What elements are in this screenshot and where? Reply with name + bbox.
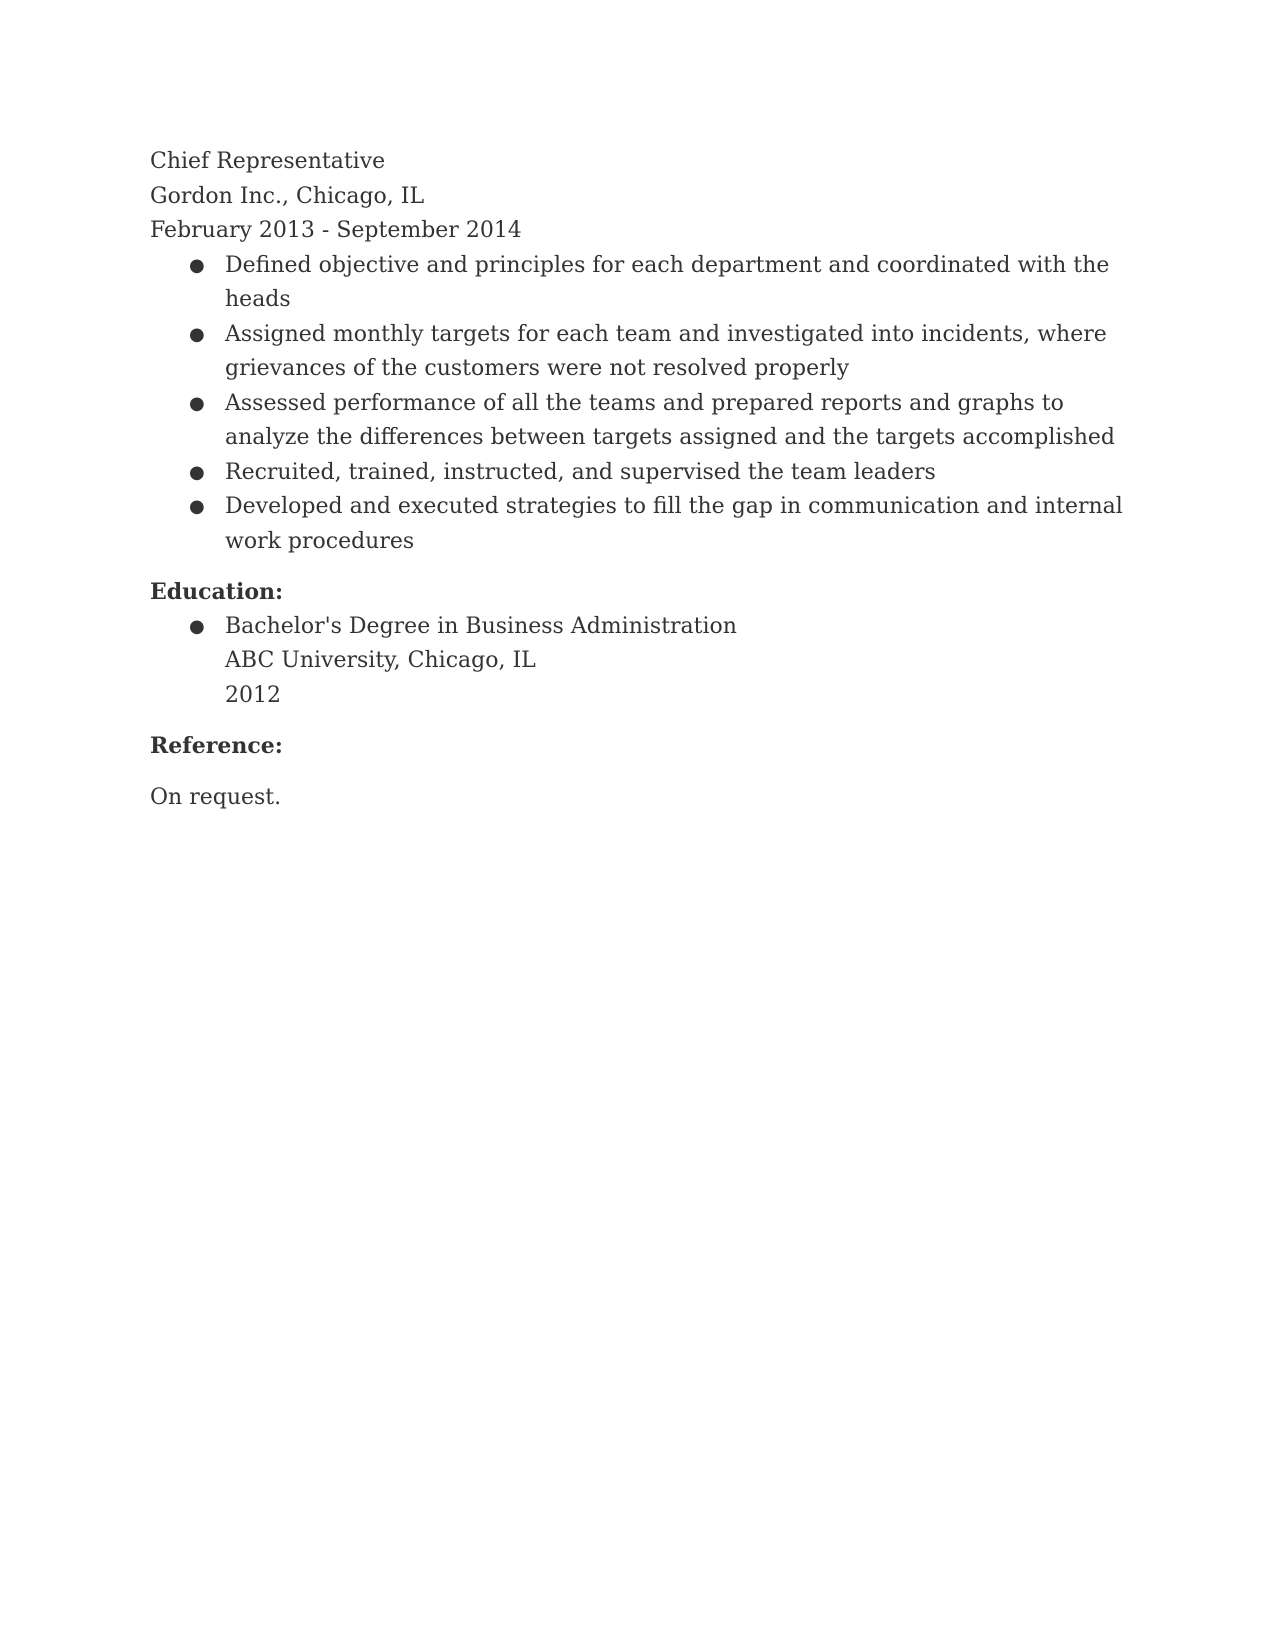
education-year: 2012 — [225, 682, 281, 708]
list-item — [150, 610, 1150, 714]
bullet-icon: ● — [189, 392, 205, 414]
list-item — [150, 318, 1150, 387]
bullet-icon: ● — [189, 461, 205, 483]
list-item — [150, 387, 1150, 456]
reference-text: On request. — [150, 784, 282, 810]
education-list — [150, 610, 1150, 714]
list-item — [150, 249, 1150, 318]
job-responsibilities-list — [150, 249, 1150, 560]
job-company: Gordon Inc., Chicago, IL — [150, 183, 425, 209]
job-title: Chief Representative — [150, 149, 386, 174]
reference-heading: Reference: — [150, 733, 283, 759]
resume-content — [150, 145, 1150, 815]
list-item-text: Recruited, trained, instructed, and supervised the team leaders — [225, 459, 936, 485]
list-item — [150, 456, 1150, 491]
list-item-text: Assessed performance of all the teams and prepared reports and graphs to analyze the differences between targets assigned and the targets accomplished — [225, 390, 1116, 450]
education-school: ABC University, Chicago, IL — [225, 648, 536, 673]
bullet-icon: ● — [189, 323, 205, 345]
bullet-icon: ● — [189, 496, 205, 517]
list-item-text: Developed and executed strategies to fill the gap in communication and internal work procedures — [225, 494, 1123, 554]
bullet-icon: ● — [189, 615, 205, 637]
education-degree: Bachelor's Degree in Business Administration — [225, 613, 737, 639]
list-item-text: Assigned monthly targets for each team and investigated into incidents, where grievances of the customers were not resolved properly — [225, 321, 1107, 381]
list-item — [150, 490, 1150, 559]
bullet-icon: ● — [189, 254, 205, 276]
education-heading: Education: — [150, 579, 284, 605]
job-dates: February 2013 - September 2014 — [150, 218, 522, 243]
list-item-text: Defined objective and principles for each department and coordinated with the heads — [225, 252, 1110, 312]
